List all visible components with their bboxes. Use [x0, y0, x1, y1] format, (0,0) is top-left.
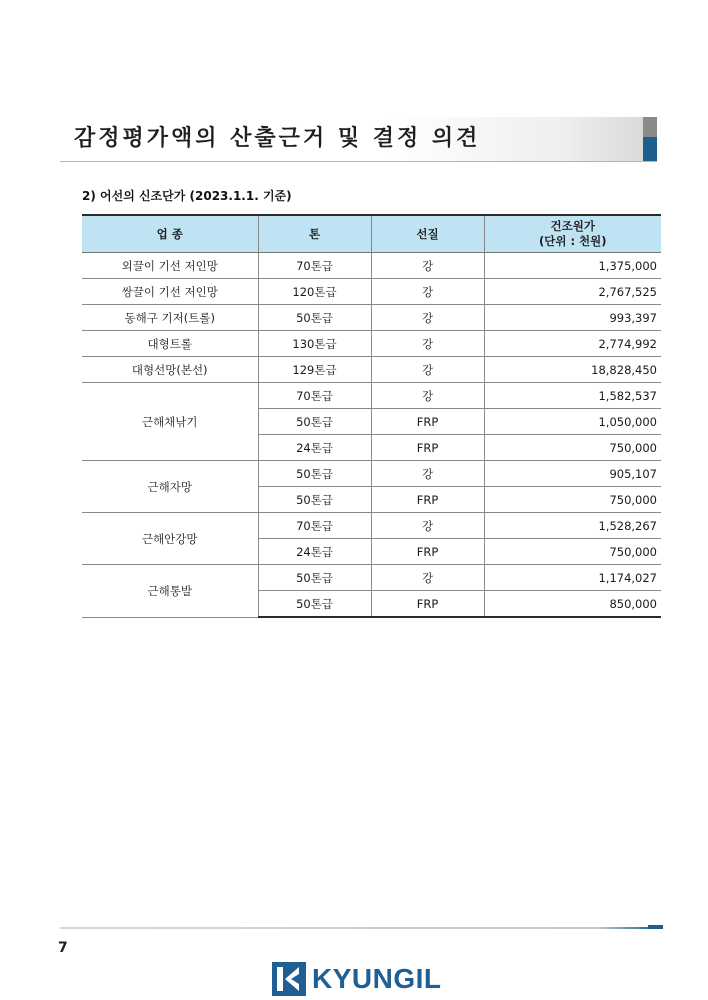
cell-type: 근해안강망: [82, 513, 258, 565]
footer-rule: [60, 927, 657, 929]
header-ton: 톤: [258, 215, 371, 253]
footer-accent: [648, 925, 663, 929]
cell-ton: 50톤급: [258, 591, 371, 618]
cell-type: 근해자망: [82, 461, 258, 513]
cell-price: 905,107: [484, 461, 661, 487]
title-band-accent: [643, 117, 657, 161]
page-title: 감정평가액의 산출근거 및 결정 의견: [74, 126, 481, 151]
cell-price: 750,000: [484, 487, 661, 513]
cell-price: 1,174,027: [484, 565, 661, 591]
cell-type: 근해채낚기: [82, 383, 258, 461]
cell-ton: 24톤급: [258, 539, 371, 565]
table-row: [82, 305, 661, 331]
cell-ton: 50톤급: [258, 487, 371, 513]
table-row: [82, 383, 661, 409]
cell-ton: 129톤급: [258, 357, 371, 383]
cell-price: 1,375,000: [484, 253, 661, 279]
table-row: [82, 253, 661, 279]
table-header-row: [82, 215, 661, 253]
cell-material: 강: [371, 357, 484, 383]
cell-ton: 70톤급: [258, 513, 371, 539]
cell-material: 강: [371, 383, 484, 409]
cell-price: 2,774,992: [484, 331, 661, 357]
header-price-line1: 건조원가: [550, 219, 595, 233]
cell-type: 동해구 기저(트롤): [82, 305, 258, 331]
cell-price: 850,000: [484, 591, 661, 618]
cell-type: 근해통발: [82, 565, 258, 618]
cell-price: 1,528,267: [484, 513, 661, 539]
table-row: [82, 357, 661, 383]
header-price-line2: (단위 : 천원): [538, 234, 607, 248]
cell-material: FRP: [371, 539, 484, 565]
cell-type: 외끌이 기선 저인망: [82, 253, 258, 279]
cell-material: 강: [371, 565, 484, 591]
company-logo: [272, 962, 442, 996]
cell-ton: 50톤급: [258, 305, 371, 331]
cell-price: 1,582,537: [484, 383, 661, 409]
cell-ton: 130톤급: [258, 331, 371, 357]
cell-price: 2,767,525: [484, 279, 661, 305]
header-price: [484, 215, 661, 253]
cell-type: 대형트롤: [82, 331, 258, 357]
ship-price-table: [82, 214, 661, 618]
cell-material: 강: [371, 461, 484, 487]
cell-ton: 70톤급: [258, 253, 371, 279]
table-row: [82, 565, 661, 591]
cell-material: 강: [371, 513, 484, 539]
cell-type: 쌍끌이 기선 저인망: [82, 279, 258, 305]
cell-material: 강: [371, 331, 484, 357]
cell-material: FRP: [371, 435, 484, 461]
table-row: [82, 461, 661, 487]
table-row: [82, 513, 661, 539]
cell-ton: 50톤급: [258, 409, 371, 435]
cell-material: 강: [371, 279, 484, 305]
cell-price: 993,397: [484, 305, 661, 331]
cell-material: 강: [371, 253, 484, 279]
title-underline: [60, 161, 657, 162]
section-title: 2) 어선의 신조단가 (2023.1.1. 기준): [82, 189, 292, 203]
cell-ton: 70톤급: [258, 383, 371, 409]
cell-price: 750,000: [484, 539, 661, 565]
page-number: 7: [58, 940, 68, 956]
cell-price: 18,828,450: [484, 357, 661, 383]
cell-ton: 120톤급: [258, 279, 371, 305]
table-row: [82, 331, 661, 357]
cell-material: FRP: [371, 591, 484, 618]
cell-material: FRP: [371, 487, 484, 513]
cell-ton: 50톤급: [258, 461, 371, 487]
logo-text: KYUNGIL: [312, 963, 442, 994]
cell-material: FRP: [371, 409, 484, 435]
header-type: 업 종: [82, 215, 258, 253]
cell-type: 대형선망(본선): [82, 357, 258, 383]
header-material: 선질: [371, 215, 484, 253]
cell-ton: 24톤급: [258, 435, 371, 461]
cell-ton: 50톤급: [258, 565, 371, 591]
cell-price: 750,000: [484, 435, 661, 461]
table-row: [82, 279, 661, 305]
kyungil-logo-icon: [272, 962, 306, 996]
cell-material: 강: [371, 305, 484, 331]
cell-price: 1,050,000: [484, 409, 661, 435]
